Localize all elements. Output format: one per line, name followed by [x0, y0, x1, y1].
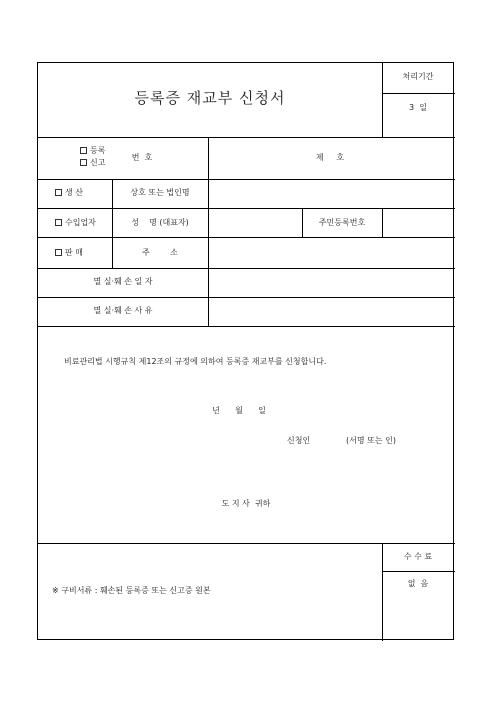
- signature-note: (서명 또는 인): [346, 436, 396, 445]
- fee-label: 수 수 료: [403, 552, 433, 561]
- number-suffix: 제 호: [315, 153, 345, 162]
- registration-checkbox-item[interactable]: [80, 147, 105, 155]
- representative-name-field[interactable]: [209, 209, 301, 236]
- addressee: 도 지 사 귀하: [221, 499, 271, 508]
- date-line: 년 월 일: [212, 406, 266, 415]
- loss-date-label: 멸 실·훼 손 일 자: [93, 277, 153, 286]
- sales-checkbox-item[interactable]: [55, 249, 83, 257]
- application-form: [37, 62, 454, 640]
- import-checkbox[interactable]: [55, 219, 62, 226]
- rule-name-mid: [302, 208, 303, 237]
- sales-checkbox[interactable]: [55, 249, 62, 256]
- rule-body-bottom: [38, 543, 455, 544]
- rule-header-bottom: [38, 137, 455, 138]
- sales-label: 판 매: [65, 248, 83, 257]
- loss-reason-label: 멸 실·훼 손 사 유: [93, 306, 153, 315]
- rule-fee-split: [382, 571, 455, 572]
- processing-period-label: 처리기간: [402, 72, 434, 81]
- report-checkbox-item[interactable]: [80, 159, 105, 167]
- trade-name-label: 상호 또는 법인명: [130, 188, 190, 197]
- applicant-label: 신청인: [287, 436, 311, 445]
- import-checkbox-item[interactable]: [55, 219, 96, 227]
- loss-reason-field[interactable]: [209, 298, 454, 325]
- rule-period-split: [382, 93, 455, 94]
- number-label: 번 호: [131, 153, 153, 162]
- registration-label: 등록: [90, 146, 106, 155]
- address-label: 주 소: [142, 248, 178, 257]
- fee-value: 없 음: [407, 579, 429, 588]
- production-label: 생 산: [65, 188, 83, 197]
- registration-checkbox[interactable]: [80, 147, 87, 154]
- production-checkbox[interactable]: [55, 189, 62, 196]
- required-documents-note: ※ 구비서류 : 훼손된 등록증 또는 신고증 원본: [52, 586, 211, 595]
- resident-number-label: 주민등록번호: [318, 218, 366, 227]
- representative-name-label: 성 명 (대표자): [131, 218, 189, 227]
- form-title: 등록증 재교부 신청서: [134, 89, 286, 107]
- trade-name-field[interactable]: [209, 180, 454, 207]
- application-statement: 비료관리법 시행규칙 제12조의 규정에 의하여 등록증 재교부를 신청합니다.: [64, 357, 327, 366]
- production-checkbox-item[interactable]: [55, 189, 83, 197]
- rule-type-right: [112, 179, 113, 268]
- import-label: 수입업자: [65, 218, 96, 227]
- report-label: 신고: [90, 158, 106, 167]
- processing-period-value: 3 일: [409, 103, 427, 112]
- rule-fee-left: [382, 543, 383, 641]
- rule-reason-bottom: [38, 326, 455, 327]
- loss-date-field[interactable]: [209, 269, 454, 296]
- address-field[interactable]: [209, 238, 454, 267]
- report-checkbox[interactable]: [80, 159, 87, 166]
- resident-number-field[interactable]: [383, 209, 454, 236]
- rule-period-left: [382, 63, 383, 137]
